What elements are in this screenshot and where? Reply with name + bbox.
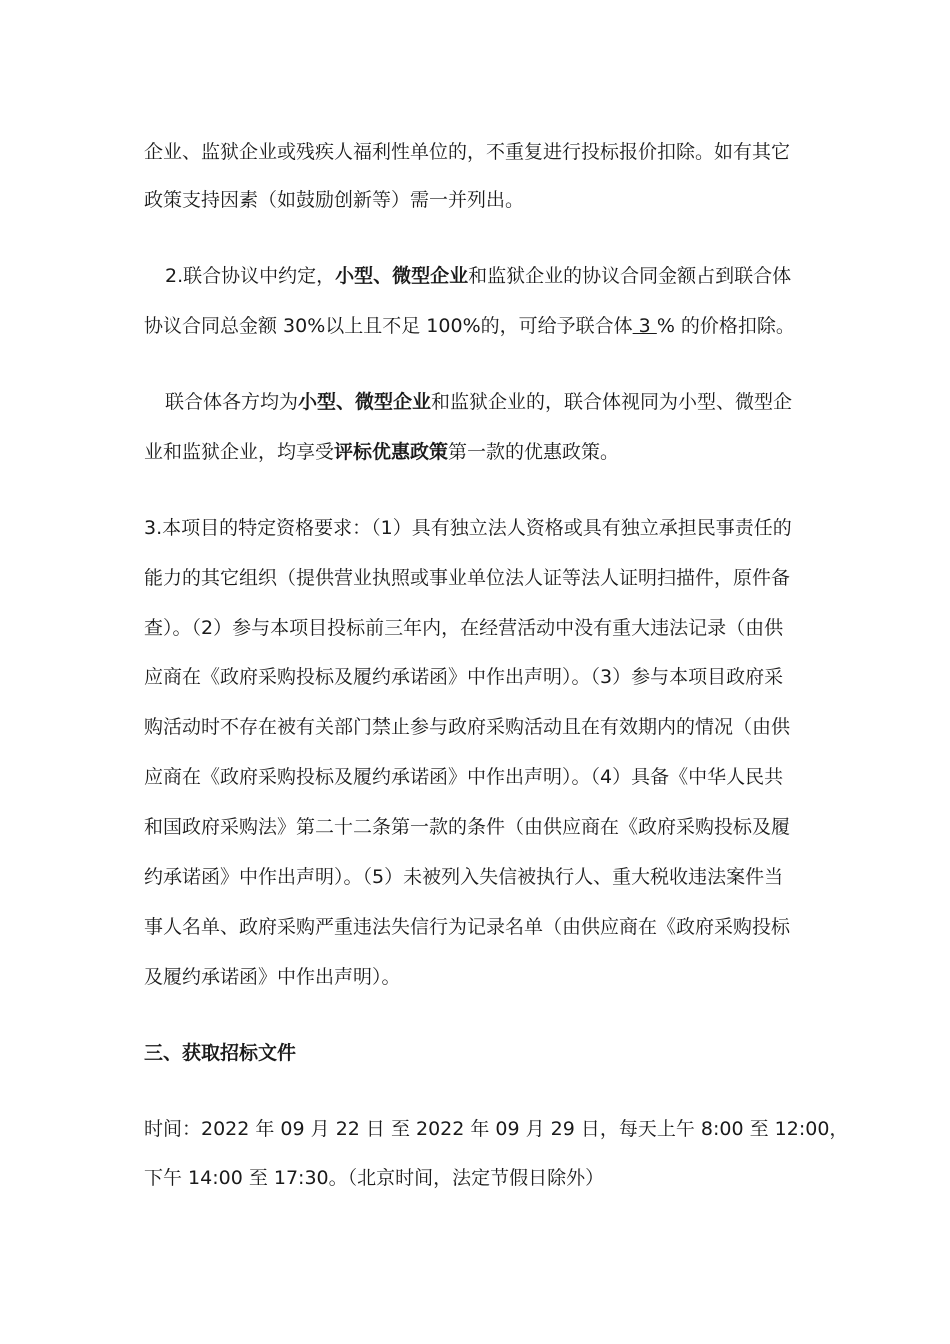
p3-line2-text-c: 第一款的优惠政策。	[448, 441, 620, 463]
paragraph-1-line-1: 企业、监狱企业或残疾人福利性单位的，不重复进行投标报价扣除。如有其它	[144, 141, 791, 163]
paragraph-3-line-1	[165, 389, 845, 415]
paragraph-4-line-2: 能力的其它组织（提供营业执照或事业单位法人证等法人证明扫描件，原件备	[144, 567, 791, 589]
paragraph-4-line-9: 事人名单、政府采购严重违法失信行为记录名单（由供应商在《政府采购投标	[144, 916, 791, 938]
paragraph-4-line-4: 应商在《政府采购投标及履约承诺函》中作出声明）。（3）参与本项目政府采	[144, 666, 784, 688]
p3-line2-text-a: 业和监狱企业，均享受	[144, 441, 335, 463]
paragraph-4-line-3: 查）。（2）参与本项目投标前三年内，在经营活动中没有重大违法记录（由供	[144, 617, 784, 639]
p2-text-a: 2.联合协议中约定，	[165, 265, 336, 287]
paragraph-3-line-2	[144, 439, 824, 465]
p2-discount-value: 3	[632, 315, 657, 337]
paragraph-4-line-6: 应商在《政府采购投标及履约承诺函》中作出声明）。（4）具备《中华人民共	[144, 766, 784, 788]
p2-line2-text-a: 协议合同总金额 30%以上且不足 100%的，可给予联合体	[144, 315, 633, 337]
p2-text-c: 和监狱企业的协议合同金额占到联合体	[468, 265, 792, 287]
paragraph-4-line-5: 购活动时不存在被有关部门禁止参与政府采购活动且在有效期内的情况（由供	[144, 716, 791, 738]
paragraph-1-line-2: 政策支持因素（如鼓励创新等）需一并列出。	[144, 189, 525, 211]
p3-bold-policy: 评标优惠政策	[334, 441, 449, 463]
time-line-2: 下午 14:00 至 17:30。（北京时间，法定节假日除外）	[144, 1167, 605, 1189]
paragraph-4-line-8: 约承诺函》中作出声明）。（5）未被列入失信被执行人、重大税收违法案件当	[144, 866, 784, 888]
p3-bold-small-micro: 小型、微型企业	[298, 391, 432, 413]
paragraph-4-line-1: 3.本项目的特定资格要求：（1）具有独立法人资格或具有独立承担民事责任的	[144, 517, 792, 539]
paragraph-2-line-2	[144, 313, 824, 339]
p3-text-c: 和监狱企业的，联合体视同为小型、微型企	[431, 391, 793, 413]
paragraph-2-line-1	[165, 263, 845, 289]
p2-bold-small-micro: 小型、微型企业	[335, 265, 469, 287]
p3-text-a: 联合体各方均为	[165, 391, 299, 413]
p2-line2-text-c: % 的价格扣除。	[656, 315, 795, 337]
paragraph-4-line-10: 及履约承诺函》中作出声明）。	[144, 966, 401, 988]
section-3-heading: 三、获取招标文件	[144, 1042, 297, 1064]
paragraph-4-line-7: 和国政府采购法》第二十二条第一款的条件（由供应商在《政府采购投标及履	[144, 816, 791, 838]
time-line-1: 时间：2022 年 09 月 22 日 至 2022 年 09 月 29 日，每天上午 8:00 至 12:00，	[144, 1118, 849, 1140]
